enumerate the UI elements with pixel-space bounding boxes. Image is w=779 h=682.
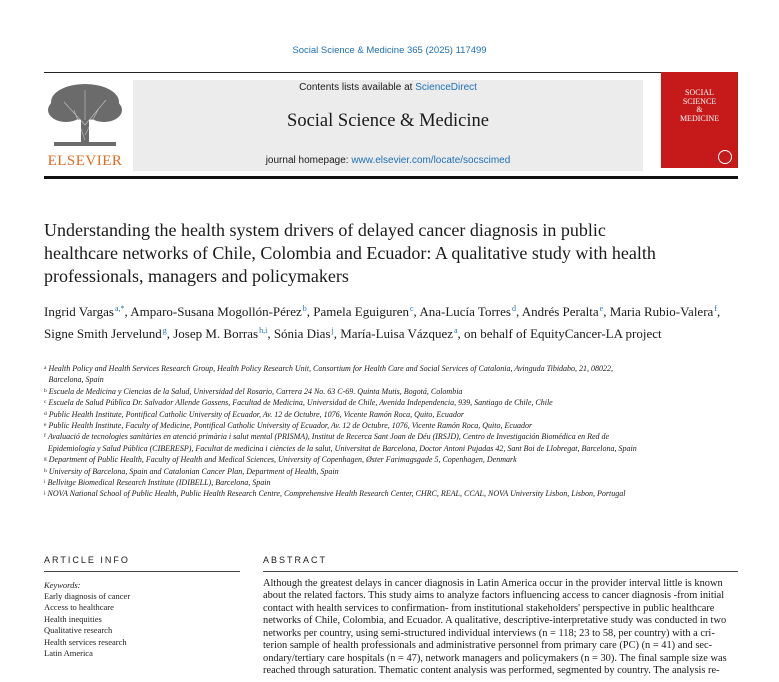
abstract-line: reached through saturation. Thematic content analysis was performed, segmented by country. The analysis re-: [263, 665, 720, 677]
keyword-list: [44, 591, 244, 659]
author-separator: ,: [333, 325, 341, 341]
article-info-heading: ARTICLE INFO: [44, 555, 130, 565]
author-name[interactable]: Ana-Lucía Torres: [419, 304, 511, 319]
affiliation-key: a: [44, 365, 47, 371]
author-affiliation-marker[interactable]: e: [599, 304, 604, 313]
affiliation-key: h: [44, 467, 47, 474]
cover-title: [661, 89, 738, 123]
journal-title: Social Science & Medicine: [287, 111, 489, 131]
author-name[interactable]: Andrés Peralta: [521, 304, 599, 319]
keywords-label: Keywords:: [44, 580, 81, 590]
abstract-line: terion sample of health professionals and administrative personnel from primary care (PC) (n = 41) and sec-: [263, 640, 713, 652]
author-affiliation-marker[interactable]: f: [714, 304, 717, 313]
cover-title-line: MEDICINE: [679, 113, 720, 123]
article-info-rule: [44, 571, 240, 572]
affiliation-text: Escuela de Medicina y Ciencias de la Salud, Universidad del Rosario, Carrera 24 No. 63 C-69. Quinta Mutis, Bogotá, Colombia: [48, 386, 463, 396]
affiliation-key: g: [44, 456, 47, 463]
contents-prefix: Contents lists available at: [299, 82, 416, 93]
abstract-body: [263, 578, 738, 678]
author-affiliation-marker[interactable]: a: [453, 325, 458, 335]
affiliation-item: [44, 409, 644, 420]
author-affiliation-marker[interactable]: h,i: [259, 325, 268, 335]
sciencedirect-link[interactable]: ScienceDirect: [415, 82, 477, 93]
elsevier-wordmark: ELSEVIER: [47, 153, 123, 169]
author-name[interactable]: Ingrid Vargas: [44, 304, 114, 319]
affiliation-text: Escuela de Salud Pública Dr. Salvador Allende Gossens, Facultad de Medicina, Universidad de Chile, Avenida Independencia, 939, Santiago de Chile, Chile: [48, 398, 553, 408]
keyword-item[interactable]: Health inequities: [44, 613, 102, 624]
abstract-line: networks of Chile, Colombia, and Ecuador. A qualitative, descriptive-interpretative study was conducted in two: [263, 615, 727, 627]
affiliation-text: Health Policy and Health Services Research Group, Health Policy Research Unit, Consortium for Health Care and Social Services of Catalonia, Avinguda Tibidabo, 21, 08022, Barcelona, Spain: [48, 364, 614, 385]
affiliation-item: [44, 454, 644, 465]
affiliation-text: Department of Public Health, Faculty of Health and Medical Sciences, University of Copenhagen, Øster Farimagsgade 5, Copenhagen, Denmark: [48, 455, 517, 465]
author-name[interactable]: Amparo-Susana Mogollón-Pérez: [130, 304, 302, 319]
author-affiliation-marker[interactable]: a,*: [114, 304, 125, 313]
author-separator: ,: [457, 325, 465, 341]
affiliation-text: Public Health Institute, Pontifical Catholic University of Ecuador, Av. 12 de Octubre, 1076, Vicente Ramón Roca, Quito, Ecuador: [48, 409, 464, 419]
cover-title-line: &: [696, 105, 703, 114]
affiliation-item: [44, 363, 644, 386]
affiliation-text: University of Barcelona, Spain and Catalonian Cancer Plan, Department of Health, Spain: [48, 466, 339, 476]
affiliation-list: [44, 363, 644, 500]
author-separator: ,: [124, 304, 131, 319]
author-name[interactable]: María-Luisa Vázquez: [340, 325, 453, 341]
author-name[interactable]: Maria Rubio-Valera: [609, 304, 714, 319]
author-name[interactable]: Signe Smith Jervelund: [44, 325, 162, 341]
cover-title-line: SCIENCE: [682, 96, 717, 106]
keyword-item[interactable]: Access to healthcare: [44, 602, 114, 613]
author-separator: ,: [515, 304, 522, 319]
affiliation-key: i: [44, 479, 46, 486]
author-collaboration-note: on behalf of EquityCancer-LA project: [464, 325, 662, 341]
abstract-line: networks per country, using semi-structured individual interviews (n = 118; 23 to 58, per country) with a cri-: [263, 627, 715, 639]
author-name[interactable]: Pamela Eguiguren: [313, 304, 409, 319]
author-affiliation-marker[interactable]: c: [409, 304, 414, 313]
author-list: [44, 300, 734, 343]
affiliation-key: e: [44, 422, 47, 429]
affiliation-text: NOVA National School of Public Health, Public Health Research Centre, Comprehensive Health Research Center, CHRC, REAL, CCAL, NOVA University Lisbon, Lisbon, Portugal: [47, 489, 626, 499]
affiliation-key: d: [44, 410, 47, 417]
abstract-rule: [263, 571, 738, 572]
abstract-line: about the related factors. This study aims to analyze factors influencing access to cancer diagnosis -from initial: [263, 590, 725, 602]
keyword-item[interactable]: Early diagnosis of cancer: [44, 591, 131, 601]
affiliation-item: [44, 477, 644, 488]
cover-emblem-icon: [718, 150, 732, 164]
affiliation-item: [44, 397, 644, 408]
affiliation-item: [44, 488, 644, 499]
abstract-line: contact with health services to confirmation- from institutional stakeholders' perspective in public healthcare: [263, 602, 715, 614]
abstract-line: Although the greatest delays in cancer diagnosis in Latin America occur in the provider interval little is known: [263, 578, 723, 589]
affiliation-key: j: [44, 490, 46, 497]
author-separator: ,: [603, 304, 610, 319]
author-affiliation-marker[interactable]: j: [331, 325, 334, 335]
author-name[interactable]: Sónia Dias: [273, 325, 331, 341]
keyword-item[interactable]: Latin America: [44, 648, 93, 659]
affiliation-text: Avaluació de tecnologies sanitàries en atenció primària i salut mental (PRISMA), Institut de Recerca Sant Joan de Déu (IRSJD), Centro de Investigación Biomédica en Red de Epidemiología y Salud Pública (CIBERESP), Facultat de medicina i ciències de la salut, Universitat de Barcelona, Doctor Antoni Pujadas 42, Sant Boi de Llobregat, Barcelona, Spain: [47, 432, 637, 453]
affiliation-text: Bellvitge Biomedical Research Institute (IDIBELL), Barcelona, Spain: [47, 478, 271, 488]
homepage-prefix: journal homepage:: [265, 155, 352, 166]
author-name[interactable]: Josep M. Borras: [173, 325, 259, 341]
journal-homepage-link[interactable]: www.elsevier.com/locate/socscimed: [351, 155, 511, 166]
affiliation-item: [44, 466, 644, 477]
author-separator: ,: [306, 304, 314, 319]
journal-cover-thumbnail[interactable]: [661, 72, 738, 168]
contents-availability-line: [133, 82, 643, 93]
affiliation-key: c: [44, 399, 47, 406]
article-title: Understanding the health system drivers of delayed cancer diagnosis in public healthcare networks of Chile, Colombia and Ecuador: A qualitative study with health professionals, managers and policymakers: [44, 220, 656, 286]
header-bottom-rule: [44, 176, 738, 179]
author-separator: ,: [716, 304, 721, 319]
cover-title-line: SOCIAL: [685, 88, 714, 97]
author-affiliation-marker[interactable]: b: [302, 304, 307, 313]
affiliation-item: [44, 431, 644, 454]
keyword-item[interactable]: Qualitative research: [44, 625, 113, 636]
author-separator: ,: [413, 304, 420, 319]
abstract-heading: ABSTRACT: [263, 555, 328, 565]
abstract-line: ondary/tertiary care hospitals (n = 47), network managers and policymakers (n = 30). The final sample size was: [263, 652, 727, 664]
affiliation-key: b: [44, 387, 47, 394]
journal-homepage-line: [133, 155, 643, 166]
affiliation-key: f: [44, 433, 46, 440]
author-affiliation-marker[interactable]: g: [162, 325, 167, 335]
affiliation-item: [44, 420, 644, 431]
author-affiliation-marker[interactable]: d: [511, 304, 516, 313]
author-separator: ,: [267, 325, 274, 341]
keyword-item[interactable]: Health services research: [44, 636, 127, 647]
author-separator: ,: [166, 325, 174, 341]
header-top-rule: [44, 72, 738, 73]
affiliation-item: [44, 386, 644, 397]
journal-citation[interactable]: Social Science & Medicine 365 (2025) 117499: [292, 45, 487, 56]
affiliation-text: Public Health Institute, Faculty of Medicine, Pontifical Catholic University of Ecuador, Av. 12 de Octubre, 1076, Vicente Ramón Roca, Quito, Ecuador: [48, 421, 533, 431]
